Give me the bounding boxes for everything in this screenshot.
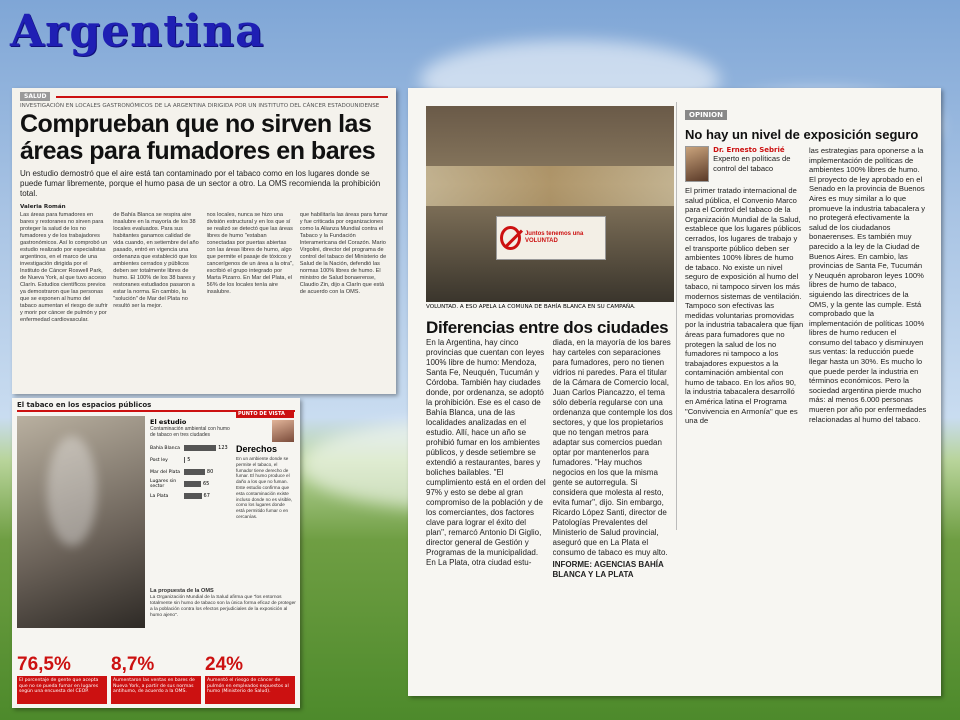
photo-caption: VOLUNTAD. A ESO APELA LA COMUNA DE BAHÍA BLANCA EN SU CAMPAÑA. [426, 304, 636, 310]
story-column: diada, en la mayoría de los bares hay carteles con separaciones para fumadores, pero no tienen vidrios ni paredes. Para el titular de la Cámara de Comercio local, Juan Carlos Piancazzo, el tema sólo debería regularse con una ordenanza que contemple los dos sectores, y que los propietarios que no tengan metros para adaptar sus comercios puedan optar por mantenerlos para fumadores. "Hay muchos negocios en los que la misma gente se autorregula. Si considera que molesta al resto, evita fumar", dijo. Sin embargo, Ricardo López Santi, director de Patologías Prevalentes del Ministerio de Salud provincial, aseguró que en La Plata el consumo de tabaco es muy alto. [552, 338, 673, 557]
story-body [426, 338, 674, 674]
section-bar [20, 92, 388, 101]
stat-value: 8,7% [111, 654, 155, 675]
article-lead: Un estudio demostró que el aire está tan contaminado por el tabaco como en los lugares donde se puede fumar libremente, porque el humo pasa de un sector a otro. La OMS recomienda la prohibición total. [20, 169, 381, 198]
chart-category-label: La Plata [150, 493, 169, 499]
author-box [685, 146, 804, 182]
infographic-header: El tabaco en los espacios públicos [17, 401, 295, 412]
smoke-plume [47, 436, 97, 546]
section-rule [56, 96, 388, 98]
punto-de-vista-tag: PUNTO DE VISTA [236, 410, 294, 418]
chart-category-label: Bahía Blanca [150, 445, 180, 451]
opinion-title: No hay un nivel de exposición seguro [685, 127, 919, 142]
chart-bar [184, 469, 205, 475]
derechos-text: En un ambiente donde se permite el tabaco, el fumador tiene derecho de fumar. El humo produce el daño a los que no fuman. Este estudio confirma que esta contaminación existe incluso donde no es visible, como los lugares donde está permitido fumar o en cercanías. [236, 456, 293, 519]
derechos-title: Derechos [236, 444, 278, 454]
article-kicker: INVESTIGACIÓN EN LOCALES GASTRONÓMICOS DE LA ARGENTINA DIRIGIDA POR UN INSTITUTO DEL CÁNCER ESTADOUNIDENSE [20, 103, 380, 109]
stat-item [17, 654, 107, 704]
section-tag: SALUD [20, 92, 50, 101]
newspaper-clip-infographic [12, 398, 300, 708]
chart-value-label: 123 [218, 445, 228, 451]
oms-box [150, 588, 296, 619]
story-credit: INFORME: AGENCIAS BAHÍA BLANCA Y LA PLATA [552, 560, 664, 579]
chart-bar [184, 481, 201, 487]
chart-bar-row [150, 454, 232, 466]
table-lamp [426, 166, 674, 206]
no-smoking-icon [500, 226, 521, 250]
article-byline: Valeria Román [20, 204, 66, 210]
smoker-photo [17, 416, 145, 628]
opinion-column [676, 102, 928, 530]
stat-item [111, 654, 201, 704]
story-headline: Diferencias entre dos ciudades [426, 318, 669, 337]
chart-bar [184, 445, 216, 451]
article-column: Las áreas para fumadores en bares y restoranes no sirven para proteger la salud de los no fumadores y de los trabajadores gastronómicos. Así lo comprobó un estudio realizado por especialistas argentinos, en el marco de una investigación dirigida por el Instituto de Cáncer Roswell Park, de Nueva York, al que tuvo acceso Clarín. Estudios científicos previos ya demostraron que las personas que se exponen al humo del tabaco aumentan el riesgo de sufrir y morir por cáncer de pulmón y por enfermedad cardiovascular. [20, 212, 108, 323]
chart-value-label: 65 [203, 481, 210, 487]
slash [504, 229, 523, 248]
stat-text: El porcentaje de gente que acepta que no se pueda fumar en lugares según una encuesta del CEOP. [17, 676, 107, 704]
chart-category-label: Mar del Plata [150, 469, 181, 475]
no-smoking-sign [496, 216, 606, 260]
chart-category-label: Post ley [150, 457, 168, 463]
author-role: Experto en políticas de control del tabaco [713, 154, 791, 173]
chart-value-label: 80 [206, 469, 214, 475]
author-name: Dr. Ernesto Sebrié [713, 146, 785, 154]
chart-subtitle: Contaminación ambiental con humo de tabaco en tres ciudades [150, 426, 230, 438]
chart-bar [184, 457, 185, 463]
story-column: En la Argentina, hay cinco provincias que cuentan con leyes 100% libre de humo: Mendoza, Santa Fe, Neuquén, Tucumán y Córdoba. También hay ciudades donde, por ordenanza, se adoptó la prohibición. Ese es el caso de Bahía Blanca, una de las localidades analizadas en el estudio. Allí, hace un año se prohibió fumar en los ambientes públicos, y desde setiembre se extendió a restaurantes, bares y boliches bailables. "El cumplimiento está en el orden del 97% y esto se debe al gran compromiso de la población y de los comerciantes, dos factores clave para lograr el éxito del plan", remarcó Antonio Di Giglio, director general de Gestión y Programas de la municipalidad. En La Plata, otra ciudad estu- [426, 338, 546, 567]
oms-text: La Organización Mundial de la Salud afirma que "los entornos totalmente sin humo de tabaco son la única forma eficaz de proteger a la población contra los efectos perjudiciales de la exposición al humo ajeno". [150, 595, 296, 618]
chart-bar-row [150, 442, 232, 454]
study-bar-chart [150, 418, 232, 502]
columnist-photo [272, 420, 294, 442]
chart-bar-row [150, 478, 232, 490]
author-avatar [685, 146, 709, 182]
sign-text: Juntos tenemos una VOLUNTAD [524, 231, 584, 244]
chart-category-label: Lugares sin sector [150, 479, 177, 489]
opinion-text: las estrategias para oponerse a la implementación de políticas de ambientes 100% libres de humo. El proyecto de ley aprobado en el Senado en la provincia de Buenos Aires es muy similar a lo que promueve la industria tabacalera y no protegerá efectivamente la salud de los ciudadanos bonaerenses. Es también muy parecido a la ley de la Ciudad de Buenos Aires. En cambio, las provincias de Santa Fe, Tucumán y Neuquén aprobaron leyes 100% libres de humo de tabaco, siguiendo las directrices de la OMS, y la gente las cumple. Está comprobado que la implementación de políticas 100% libres de humo reducen el consumo del tabaco y disminuyen sus ventas: la reducción puede llegar hasta un 30%. Es mucho lo que puede perder la industria en términos económicos. Pero la sociedad argentina pierde mucho más: al menos 6.000 personas mueren por año por enfermedades relacionadas al humo del tabaco. [809, 146, 927, 424]
stats-row [17, 654, 295, 704]
opinion-tag: OPINION [685, 110, 727, 120]
stat-value: 24% [205, 654, 244, 675]
chart-bar-row [150, 466, 232, 478]
article-column: nos locales, nunca se hizo una división estructural y en los que sí se realizó se detectó que las áreas libres de humo "estaban conectadas por puertas abiertas con las áreas libres de humo, algo que permite el pasaje de tóxicos y cancerígenos de un área a la otra", escribió el grupo integrado por Marta Pizarro. En Mar del Plata, el 56% de los locales tenía aire insalubre. [206, 212, 294, 295]
article-column: que habilitaría las áreas para fumar y fue criticada por organizaciones como la Alianza Mundial contra el Tabaco y la Fundación Interamericana del Corazón. Mario Virgolini, director del programa de control del tabaco del Ministerio de Salud de la Nación, defendió las normas 100% libres de humo. El ministro de Salud bonaerense, Claudio Zin, dijo a Clarín que está de acuerdo con la OMS. [299, 212, 388, 295]
chart-title: El estudio [150, 418, 187, 426]
opinion-text: El primer tratado internacional de salud pública, el Convenio Marco para el Control del tabaco de la Organización Mundial de la Salud, establece que los lugares públicos cerrados, los lugares de trabajo y el transporte público deben ser ambientes 100% libres de humo de tabaco. No existe un nivel seguro de exposición al humo del tabaco, ni tampoco sirven los más modernos sistemas de ventilación. Tampoco son efectivas las medidas voluntarias promovidas por la industria tabacalera que fijan áreas para fumadores que no protegen la salud de los no fumadores ni tampoco a los trabajadores expuestos a la contaminación ambiental con humo de tabaco. En los años 90, la industria tabacalera desarrolló en América latina el Programa "Convivencia en Armonía" que es una de [685, 186, 804, 426]
newspaper-clip-cities-opinion [408, 88, 941, 696]
no-smoking-sign-photo [426, 106, 674, 302]
article-column: de Bahía Blanca se respira aire insalubre en la mayoría de los 38 locales evaluados. Para sus habitantes ganamos calidad de vida cuando, en setiembre del año pasado, entró en vigencia una ordenanza que estableció que los ambientes cerrados y públicos deben ser totalmente libres de humo. El 100% de los 38 bares y restoranes estudiados pasaron a estar la norma. En cambio, la "solución" de Mar del Plata no resultó ser la mejor. [113, 212, 199, 309]
chart-value-label: 67 [203, 493, 210, 499]
stat-value: 76,5% [17, 654, 71, 675]
stat-text: Aumentó el riesgo de cáncer de pulmón en empleados expuestos al humo (Ministerio de Salud). [205, 676, 295, 704]
article-headline: Comprueban que no sirven las áreas para fumadores en bares [20, 110, 376, 165]
oms-title: La propuesta de la OMS [150, 588, 214, 594]
chart-bar [184, 493, 202, 499]
newspaper-clip-main-article [12, 88, 396, 394]
chart-bar-row [150, 490, 232, 502]
stat-text: Aumentaron las ventas en bares de Nueva York, a partir de sus normas antihumo, de acuerdo a la OMS. [111, 676, 201, 704]
stat-item [205, 654, 295, 704]
chart-value-label: 5 [187, 457, 191, 463]
opinion-box-derechos [236, 410, 294, 520]
slide-title: Argentina [10, 6, 265, 57]
